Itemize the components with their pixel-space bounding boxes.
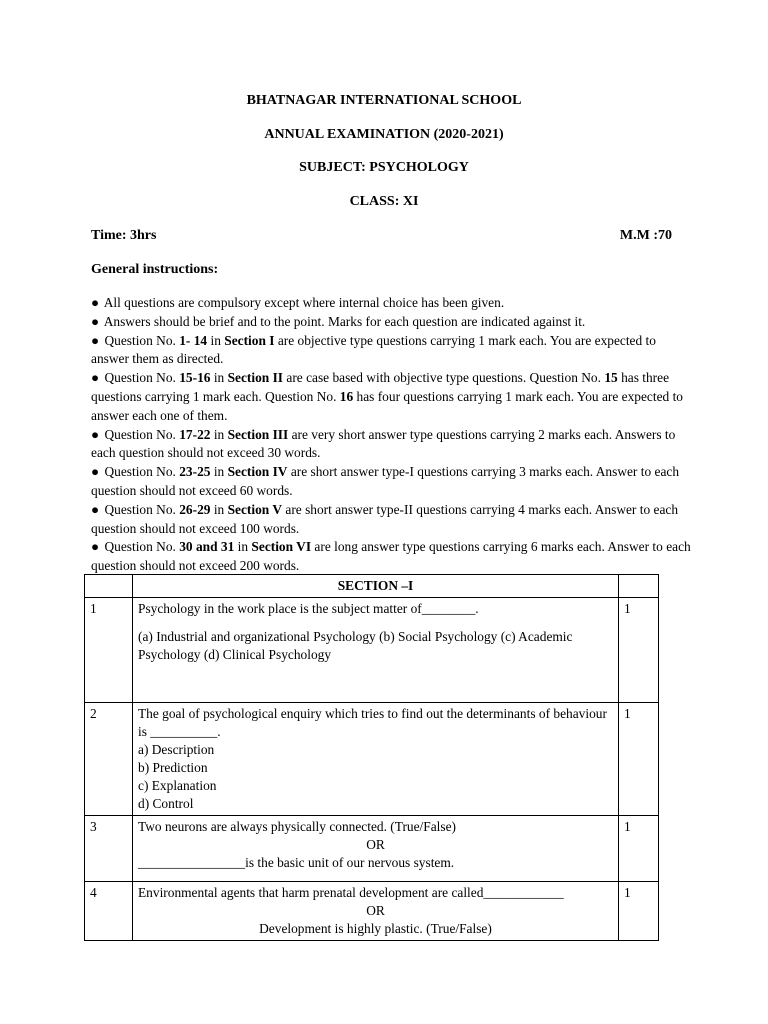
option-d: d) Control bbox=[138, 796, 194, 811]
question-row bbox=[85, 882, 659, 941]
instruction-item: ● Question No. 23-25 in Section IV are short answer type-I questions carrying 3 marks each. Answer to each question should not exceed 60 words. bbox=[91, 464, 680, 498]
school-name: BHATNAGAR INTERNATIONAL SCHOOL bbox=[246, 93, 522, 108]
instructions-list bbox=[91, 294, 691, 576]
question-number: 1 bbox=[85, 598, 133, 703]
instruction-item: ● Question No. 1- 14 in Section I are objective type questions carrying 1 mark each. You are expected to answer them as directed. bbox=[91, 332, 656, 367]
option-b: b) Prediction bbox=[138, 760, 208, 775]
alternate-question: ________________is the basic unit of our nervous system. bbox=[138, 855, 455, 870]
question-marks: 1 bbox=[619, 598, 659, 703]
instruction-item: ● Question No. 26-29 in Section V are short answer type-II questions carrying 4 marks each. Answer to each question should not exceed 100 words. bbox=[91, 501, 679, 536]
instruction-item: ● Answers should be brief and to the point. Marks for each question are indicated against it. bbox=[91, 313, 586, 329]
question-row bbox=[85, 703, 659, 816]
instruction-item: ● Question No. 17-22 in Section III are very short answer type questions carrying 2 marks each. Answers to each question should not exceed 30 words. bbox=[91, 426, 676, 461]
exam-title: ANNUAL EXAMINATION (2020-2021) bbox=[264, 127, 504, 142]
bullet-icon: ● bbox=[91, 501, 100, 517]
bullet-icon: ● bbox=[91, 370, 100, 386]
question-body bbox=[133, 598, 619, 703]
question-row bbox=[85, 816, 659, 882]
question-number: 2 bbox=[85, 703, 133, 816]
question-text: The goal of psychological enquiry which tries to find out the determinants of behaviour is __________. bbox=[138, 706, 607, 739]
general-instructions-title: General instructions: bbox=[91, 262, 219, 277]
or-separator: OR bbox=[366, 903, 385, 918]
bullet-icon: ● bbox=[91, 464, 100, 480]
question-text: Environmental agents that harm prenatal development are called____________ bbox=[138, 885, 564, 900]
question-options: (a) Industrial and organizational Psychology (b) Social Psychology (c) Academic Psychology (d) Clinical Psychology bbox=[138, 629, 573, 662]
instruction-item: ● All questions are compulsory except where internal choice has been given. bbox=[91, 295, 505, 310]
or-separator: OR bbox=[366, 837, 385, 852]
max-marks: M.M :70 bbox=[619, 228, 672, 243]
question-marks: 1 bbox=[619, 816, 659, 882]
questions-table bbox=[84, 574, 659, 941]
time-allowed: Time: 3hrs bbox=[91, 228, 157, 243]
question-text: Psychology in the work place is the subject matter of________. bbox=[138, 601, 479, 616]
bullet-icon: ● bbox=[91, 295, 100, 310]
question-number: 4 bbox=[85, 882, 133, 941]
alternate-question: Development is highly plastic. (True/False) bbox=[259, 921, 492, 936]
instruction-item: ● Question No. 30 and 31 in Section VI are long answer type questions carrying 6 marks each. Answer to each question should not exceed 200 words. bbox=[91, 539, 691, 574]
bullet-icon: ● bbox=[91, 313, 100, 329]
question-body bbox=[133, 882, 619, 941]
question-marks: 1 bbox=[619, 703, 659, 816]
bullet-icon: ● bbox=[91, 332, 100, 348]
section-header-row bbox=[85, 575, 659, 598]
subject-title: SUBJECT: PSYCHOLOGY bbox=[299, 160, 469, 175]
question-marks: 1 bbox=[619, 882, 659, 941]
class-title: CLASS: XI bbox=[349, 194, 419, 209]
option-a: a) Description bbox=[138, 742, 215, 757]
question-body bbox=[133, 816, 619, 882]
bullet-icon: ● bbox=[91, 426, 100, 442]
bullet-icon: ● bbox=[91, 539, 100, 555]
question-row bbox=[85, 598, 659, 703]
section-title: SECTION –I bbox=[133, 575, 619, 598]
question-text: Two neurons are always physically connected. (True/False) bbox=[138, 819, 456, 834]
instruction-item: ● Question No. 15-16 in Section II are case based with objective type questions. Question No. 15 has three questions carrying 1 mark each. Question No. 16 has four questions carrying 1 mark each. You are expected to answer each one of them. bbox=[91, 370, 683, 423]
option-c: c) Explanation bbox=[138, 778, 217, 793]
question-body bbox=[133, 703, 619, 816]
question-number: 3 bbox=[85, 816, 133, 882]
